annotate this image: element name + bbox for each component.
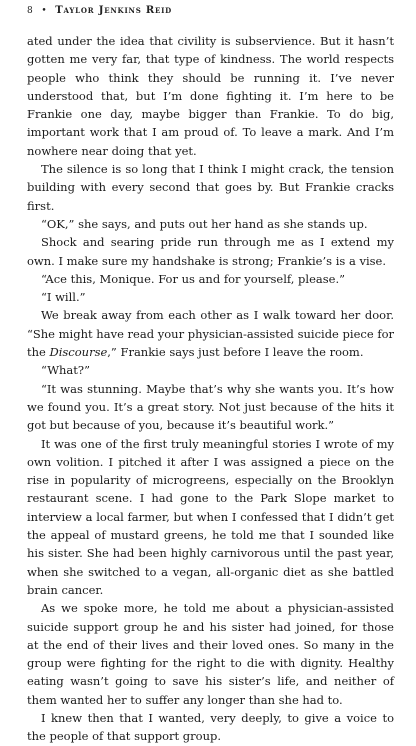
paragraph: “OK,” she says, and puts out her hand as she stands up. — [41, 216, 368, 231]
paragraph: I knew then that I wanted, very deeply, to give a voice to the people of that support group. — [27, 710, 394, 744]
paragraph: ated under the idea that civility is subservience. But it hasn’t gotten me very far, that type of kindness. The world respects people who think they should be running it. I’ve never understood that, but I’m done fighting it. I’m here to be Frankie one day, maybe bigger than Frankie. To do big, important work that I am proud of. To leave a mark. And I’m nowhere near doing that yet. — [27, 34, 394, 158]
body-text — [27, 32, 394, 746]
paragraph: “What?” — [41, 363, 90, 378]
header-separator: • — [41, 6, 48, 16]
paragraph: As we spoke more, he told me about a physician-assisted suicide support group he and his sister had joined, for those at the end of their lives and their loved ones. So many in the group were fighting for the right to die with dignity. Healthy eating wasn’t going to save his sister’s life, and neither of them wanted her to suffer any longer than she had to. — [27, 601, 394, 707]
running-header — [27, 5, 394, 23]
author-name: Taylor Jenkins Reid — [55, 5, 173, 16]
publication-title: Discourse — [49, 345, 108, 360]
paragraph: Shock and searing pride run through me as I extend my own. I make sure my handshake is strong; Frankie’s is a vise. — [27, 235, 394, 268]
paragraph: The silence is so long that I think I might crack, the tension building with every second that goes by. But Frankie cracks first. — [27, 162, 394, 213]
page-number: 8 — [27, 6, 34, 16]
paragraph-text: ,” Frankie says just before I leave the room. — [107, 345, 364, 360]
paragraph — [27, 306, 394, 361]
paragraph: “Ace this, Monique. For us and for yourself, please.” — [41, 271, 346, 286]
paragraph: “I will.” — [41, 290, 86, 305]
paragraph: It was one of the first truly meaningful stories I wrote of my own volition. I pitched it after I was assigned a piece on the rise in popularity of microgreens, especially on the Brooklyn restaurant scene. I had gone to the Park Slope market to interview a local farmer, but when I confessed that I didn’t get the appeal of mustard greens, he told me that I sounded like his sister. She had been highly carnivorous until the past year, when she switched to a vegan, all-organic diet as she battled brain cancer. — [27, 436, 394, 597]
paragraph: “It was stunning. Maybe that’s why she wants you. It’s how we found you. It’s a great story. Not just because of the hits it got but because of you, because it’s beautiful work.” — [27, 381, 394, 433]
paragraph-text: We break away from each other as I walk toward her door. “She might have read your physician-assisted suicide piece for the — [27, 308, 394, 360]
